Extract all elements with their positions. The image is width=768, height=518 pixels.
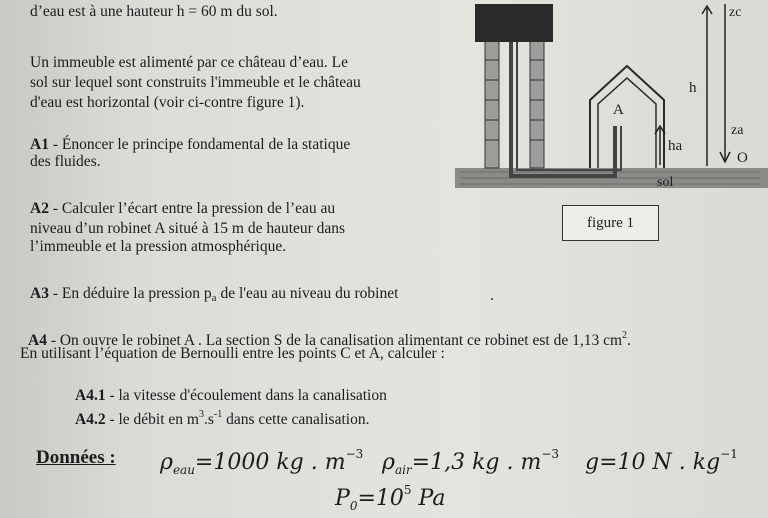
tower-left-leg	[485, 40, 499, 168]
p0-value: =10	[357, 486, 404, 511]
question-a3-text-2: de l'eau au niveau du robinet	[216, 285, 399, 302]
label-a: A	[613, 102, 624, 118]
building-outline	[590, 66, 664, 168]
intro-line-0	[30, 3, 278, 20]
p0-exponent: 5	[403, 483, 412, 497]
question-a3-dot: .	[490, 287, 494, 304]
intro-line-0-equation: = 60 m du sol.	[188, 3, 278, 20]
rho-air-formula	[382, 447, 559, 477]
label-zc: zc	[729, 5, 742, 20]
question-a1-line-1	[30, 136, 350, 153]
rho-eau-formula	[160, 447, 363, 477]
intro-line-0-text: d’eau est à une hauteur h	[30, 3, 185, 20]
label-ha: ha	[668, 138, 683, 154]
rho-air-value: =1,3 kg . m	[411, 450, 542, 475]
question-a4-line-2: En utilisant l’équation de Bernoulli entre les points C et A, calculer :	[20, 345, 445, 362]
supply-pipe	[511, 42, 615, 176]
water-tower-diagram	[455, 0, 768, 200]
question-a4-1	[75, 387, 387, 404]
question-a2-line-2: niveau d’un robinet A situé à 15 m de hauteur dans	[30, 220, 346, 237]
rho-air-symbol: ρ	[382, 450, 395, 475]
question-a4-text-1: - On ouvre le robinet A . La section S de la canalisation alimentant ce robinet est de 1,13 cm	[46, 332, 623, 349]
question-a2-line-1	[30, 200, 335, 217]
question-a1-label: A1	[30, 136, 49, 153]
label-h: h	[689, 80, 697, 96]
question-a3	[30, 285, 398, 307]
question-a4-1-label: A4.1	[75, 387, 106, 404]
water-tank	[475, 4, 553, 42]
intro-para-line-1: Un immeuble est alimenté par ce château d’eau. Le	[30, 54, 349, 71]
label-za: za	[731, 123, 744, 138]
question-a4-label: A4	[28, 332, 47, 349]
question-a1-line-2: des fluides.	[30, 153, 101, 170]
question-a2-text-1: - Calculer l’écart entre la pression de l’eau au	[48, 200, 336, 217]
rho-air-exponent: −3	[541, 447, 560, 461]
question-a4-2-exp-2: -1	[213, 409, 223, 420]
question-a3-label: A3	[30, 285, 49, 302]
p0-subscript: 0	[349, 499, 358, 513]
question-a4-2-text-1: - le débit en m	[105, 411, 199, 428]
tower-right-leg	[530, 40, 544, 168]
question-a4-2-text-2: .s	[203, 411, 214, 428]
question-a4-2-exp-1: 3	[198, 409, 204, 420]
question-a4-exponent: 2	[622, 330, 628, 341]
figure-caption: figure 1	[562, 205, 659, 241]
gravity-formula	[585, 447, 738, 475]
label-sol: sol	[657, 175, 674, 190]
question-a1-text-1: - Énoncer le principe fondamental de la statique	[48, 136, 351, 153]
question-a2-label: A2	[30, 200, 49, 217]
rho-eau-exponent: −3	[345, 447, 364, 461]
question-a4-1-text: - la vitesse d'écoulement dans la canalisation	[105, 387, 387, 404]
intro-para-line-2: sol sur lequel sont construits l'immeuble et le château	[30, 74, 361, 91]
question-a4-2	[75, 406, 369, 428]
question-a4-end: .	[627, 332, 631, 349]
label-origin: O	[737, 150, 748, 166]
question-a4-2-text-3: dans cette canalisation.	[222, 411, 370, 428]
question-a3-subscript: a	[211, 292, 217, 304]
gravity-exponent: −1	[720, 447, 738, 461]
rho-eau-subscript: eau	[172, 463, 195, 477]
p0-unit: Pa	[411, 486, 446, 511]
p0-symbol: P	[335, 486, 350, 511]
building-inner-outline	[598, 78, 656, 168]
rho-eau-symbol: ρ	[160, 450, 173, 475]
question-a4-2-label: A4.2	[75, 411, 106, 428]
intro-para-line-3: d'eau est horizontal (voir ci-contre figure 1).	[30, 94, 305, 111]
rho-air-subscript: air	[394, 463, 412, 477]
rho-eau-value: =1000 kg . m	[194, 450, 346, 475]
question-a3-text: - En déduire la pression p	[48, 285, 212, 302]
p0-formula	[335, 483, 445, 513]
gravity-value: g=10 N . kg	[585, 450, 721, 475]
donnees-title: Données :	[36, 447, 116, 468]
question-a2-line-3: l’immeuble et la pression atmosphérique.	[30, 238, 287, 255]
